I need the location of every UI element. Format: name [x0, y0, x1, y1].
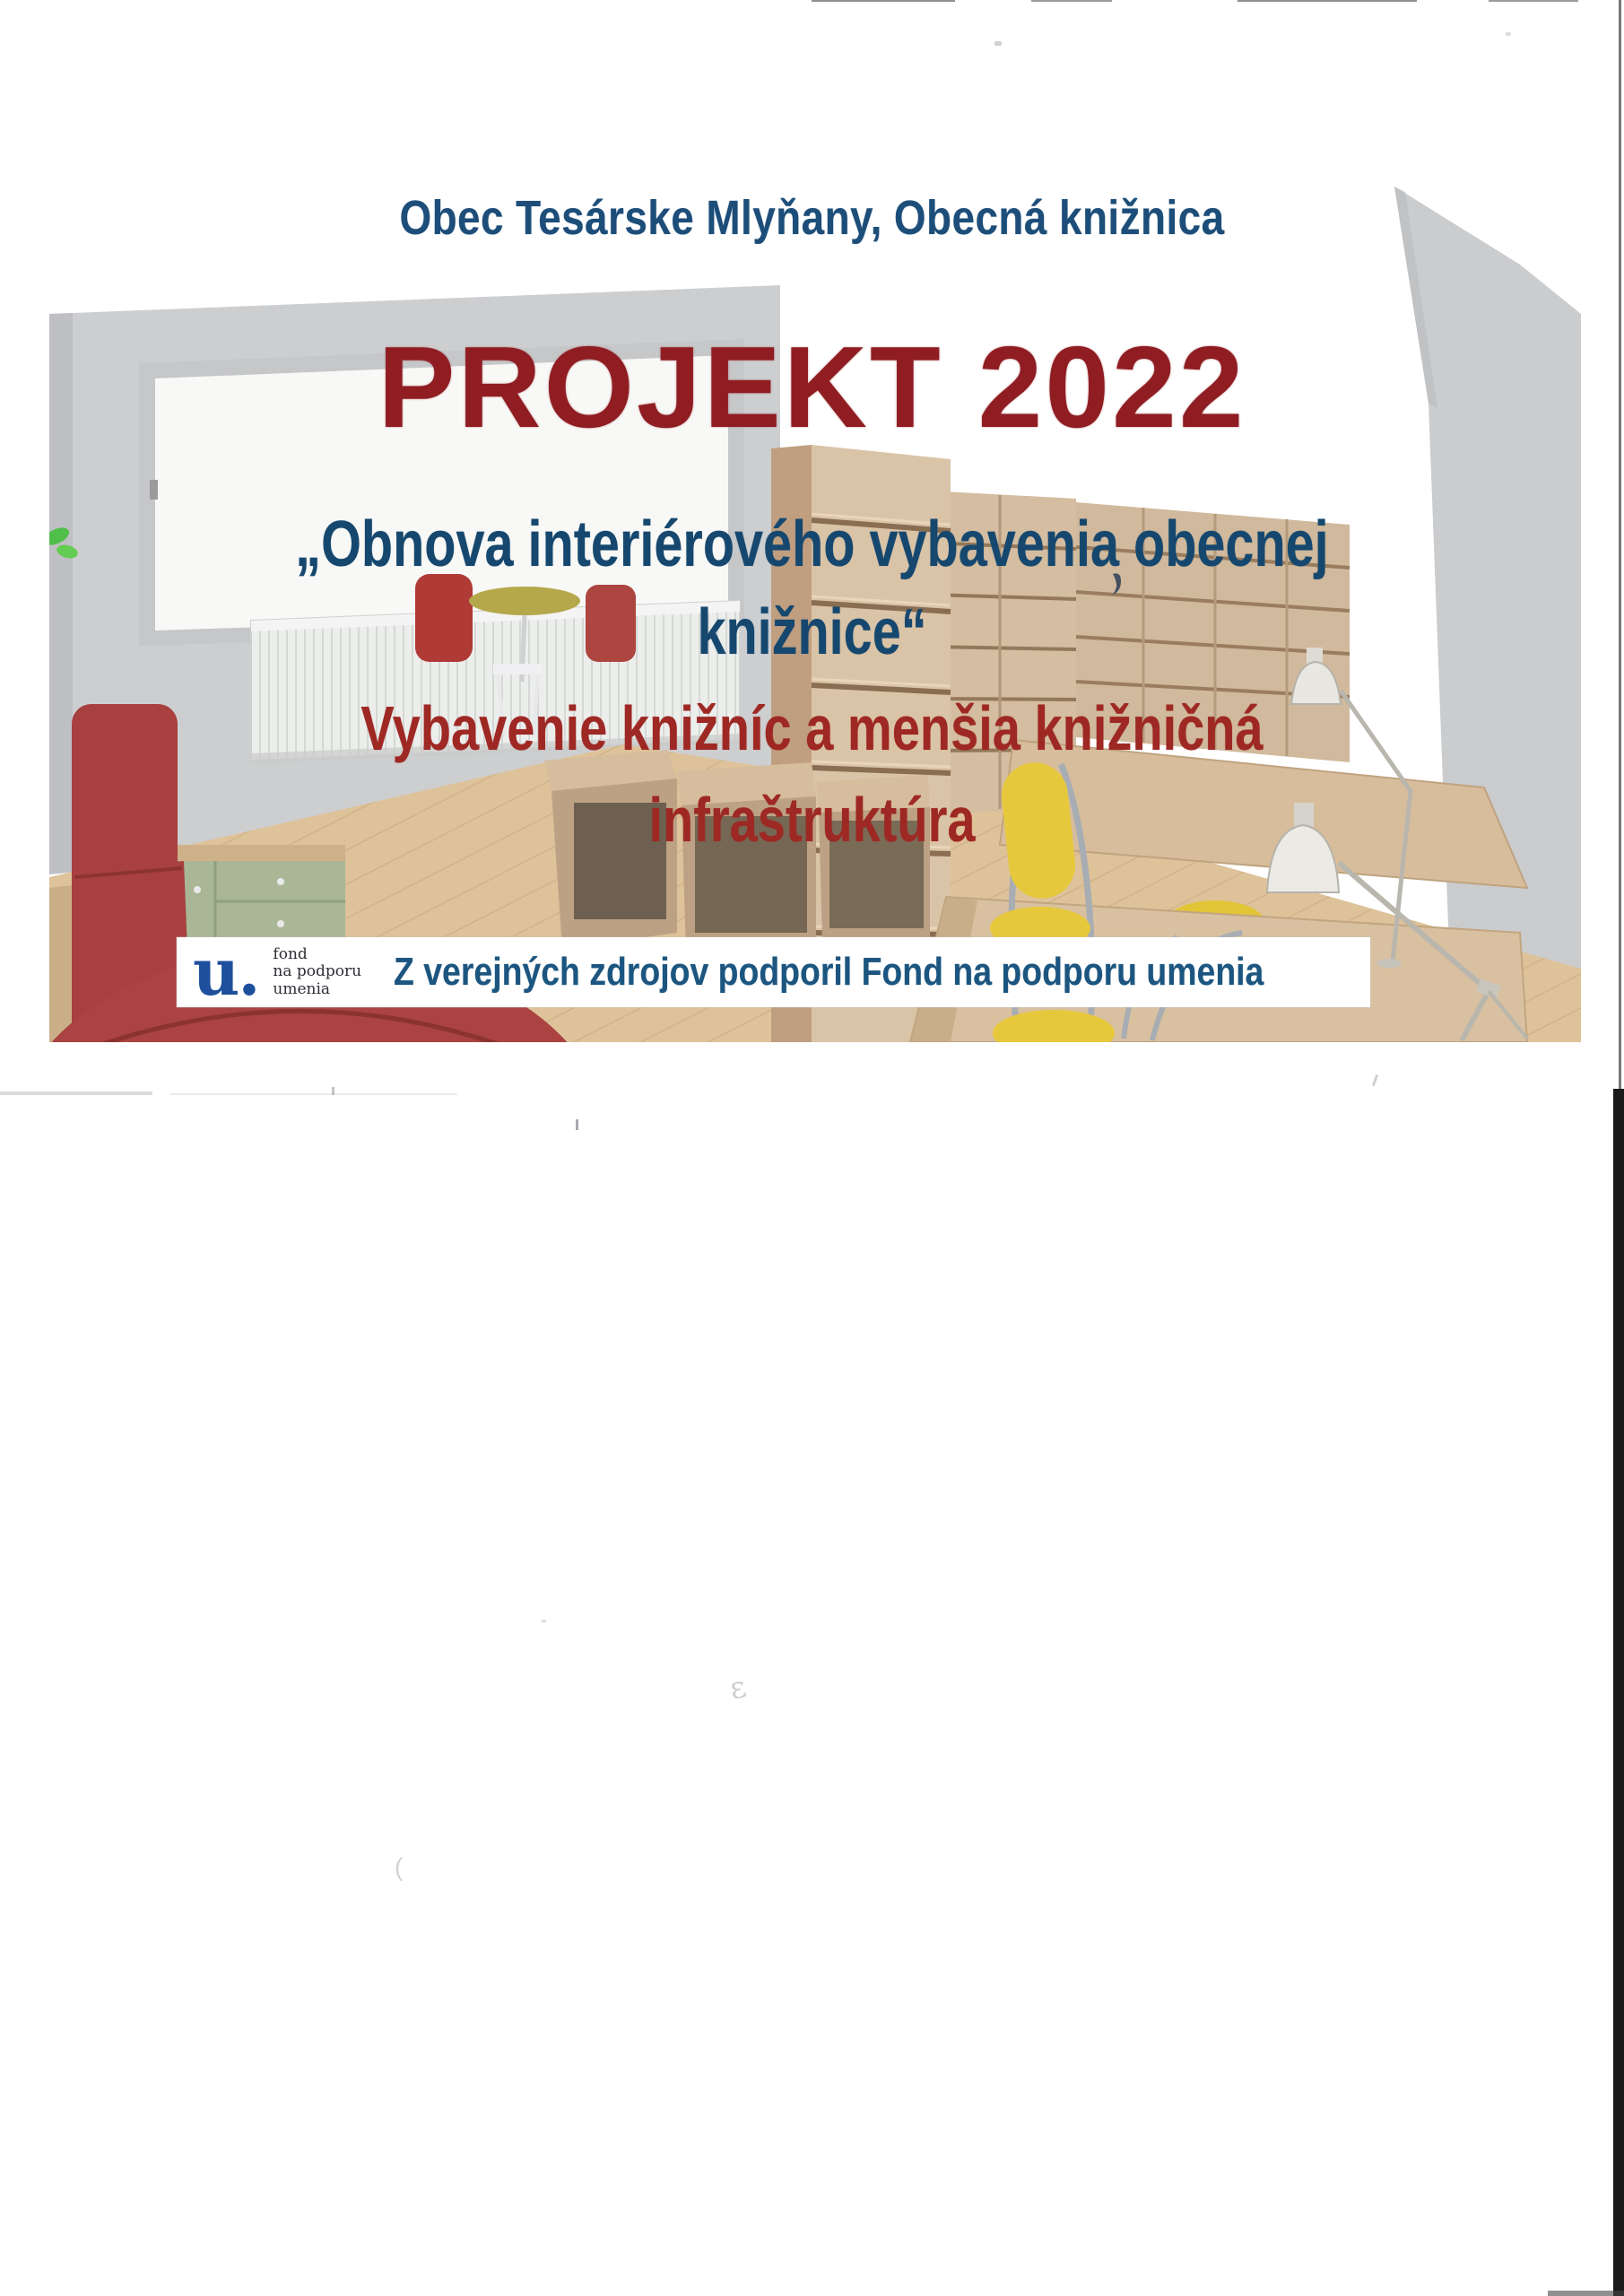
fpu-logo-caption	[273, 946, 361, 997]
scan-speck	[1506, 32, 1511, 36]
scan-squiggle: ε	[726, 1668, 750, 1708]
scan-speck	[994, 41, 1002, 46]
scan-top-dash	[1031, 0, 1112, 2]
scan-speck	[542, 1620, 546, 1622]
funding-banner	[177, 934, 1370, 1010]
program-line-1: Vybavenie knižníc a menšia knižničná	[360, 693, 1264, 763]
scan-top-dash	[812, 0, 955, 2]
scan-squiggle: (	[395, 1853, 404, 1881]
project-subtitle	[0, 508, 1624, 669]
fpu-caption-line: fond	[273, 945, 308, 964]
scan-speck	[332, 1087, 334, 1095]
program-line-2: infraštruktúra	[648, 785, 976, 855]
project-title: PROJEKT 2022	[378, 323, 1246, 452]
scan-streak	[170, 1093, 457, 1095]
organization-title: Obec Tesárske Mlyňany, Obecná knižnica	[399, 191, 1225, 245]
fpu-caption-line: na podporu	[273, 962, 362, 981]
scan-streak	[0, 1091, 152, 1095]
scan-top-dash	[1489, 0, 1578, 2]
subtitle-line-2: knižnice“	[697, 596, 927, 668]
funding-statement: Z verejných zdrojov podporil Fond na podporu umenia	[394, 950, 1264, 994]
scan-edge-strip	[1613, 1089, 1624, 2296]
scan-edge-bottom	[1548, 2291, 1624, 2296]
fpu-caption-line: umenia	[273, 979, 331, 998]
scan-speck	[1372, 1074, 1378, 1086]
scan-top-dash	[1238, 0, 1417, 2]
fpu-logo: u.	[193, 934, 259, 1010]
scan-speck	[576, 1119, 578, 1130]
subtitle-line-1: „Obnova interiérového vybavenia obecnej	[295, 509, 1329, 580]
program-name	[0, 692, 1624, 856]
